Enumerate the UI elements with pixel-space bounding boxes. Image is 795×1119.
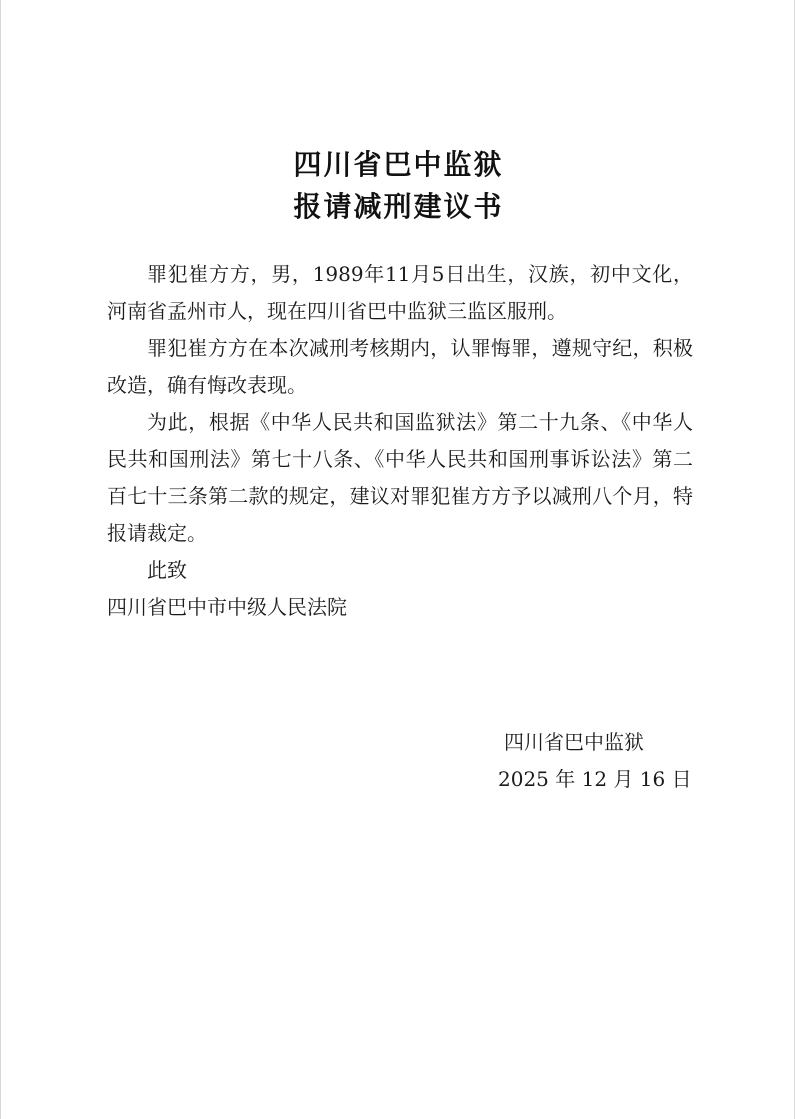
document-body bbox=[107, 256, 693, 626]
addressee: 四川省巴中市中级人民法院 bbox=[107, 595, 347, 619]
document-title-line-1: 四川省巴中监狱 bbox=[293, 148, 504, 181]
paragraph-personal-info: 罪犯崔方方，男，1989年11月5日出生，汉族，初中文化，河南省孟州市人，现在四川省巴中监狱三监区服刑。 bbox=[107, 262, 693, 323]
salutation: 此致 bbox=[147, 558, 187, 582]
signature-date: 2025 年 12 月 16 日 bbox=[498, 767, 692, 791]
signature-organization: 四川省巴中监狱 bbox=[504, 730, 644, 754]
document-title-line-2: 报请减刑建议书 bbox=[293, 190, 504, 223]
paragraph-performance: 罪犯崔方方在本次减刑考核期内，认罪悔罪，遵规守纪，积极改造，确有悔改表现。 bbox=[107, 336, 693, 397]
paragraph-legal-basis: 为此，根据《中华人民共和国监狱法》第二十九条、《中华人民共和国刑法》第七十八条、《中华人民共和国刑事诉讼法》第二百七十三条第二款的规定，建议对罪犯崔方方予以减刑八个月，特报请裁定。 bbox=[107, 410, 693, 545]
